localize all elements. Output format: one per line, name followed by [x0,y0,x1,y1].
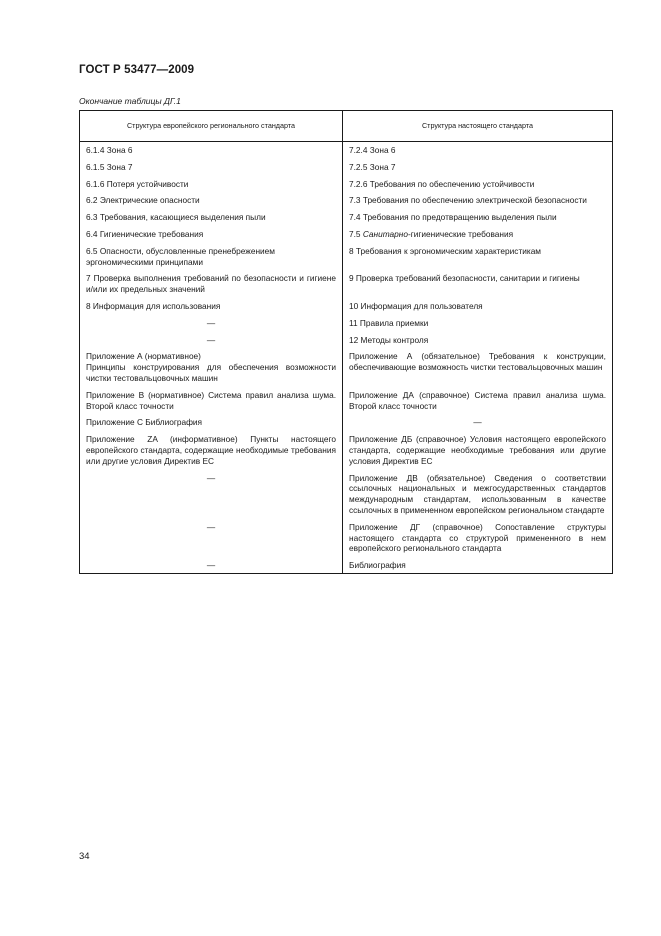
cell-number: 7.5 [349,228,363,239]
comparison-table [79,110,613,574]
table-row [80,557,613,573]
document-title: ГОСТ Р 53477—2009 [79,64,195,76]
table-row [80,387,613,415]
cell-national: — [343,414,613,431]
table-row [80,348,613,386]
page-number: 34 [79,851,90,862]
table-row [80,414,613,431]
table-row [80,519,613,557]
cell-european: 6.1.6 Потеря устойчивости [80,176,343,193]
cell-national: Приложение ДБ (справочное) Условия настоящего европейского стандарта, содержащие необходимые требования или другие условия Директив ЕС [343,431,613,469]
table-row [80,431,613,469]
cell-national: Библиография [343,557,613,573]
table-row [80,142,613,159]
cell-european: Приложение ZA (информативное) Пункты настоящего европейского стандарта, содержащие необходимые требования или другие условия Директив ЕС [80,431,343,469]
cell-national: 7.2.6 Требования по обеспечению устойчивости [343,176,613,193]
cell-national: 7.2.4 Зона 6 [343,142,613,159]
table-row [80,332,613,349]
header-european-standard: Структура европейского регионального стандарта [80,111,343,142]
cell-european [80,348,343,386]
cell-italic-text: Санитарно [362,228,408,239]
cell-national: Приложение ДГ (справочное) Сопоставление структуры настоящего стандарта со структурой примененного в нем европейского регионального стандарта [343,519,613,557]
cell-national: 12 Методы контроля [343,332,613,349]
table-caption: Окончание таблицы ДГ.1 [79,96,181,106]
cell-european: 6.2 Электрические опасности [80,192,343,209]
table-row [80,315,613,332]
cell-european: 7 Проверка выполнения требований по безопасности и гигиене и/или их предельных значений [80,270,343,298]
table-row [80,470,613,519]
annex-description: Принципы конструирования для обеспечения возможности чистки тестовальцовочных машин [86,362,336,383]
table-row [80,176,613,193]
annex-title: Приложение А (нормативное) [86,351,201,362]
cell-national: 10 Информация для пользователя [343,298,613,315]
cell-european: 6.4 Гигиенические требования [80,226,343,243]
header-this-standard: Структура настоящего стандарта [343,111,613,142]
cell-national [343,226,613,243]
cell-national: 11 Правила приемки [343,315,613,332]
table-header-row [80,111,613,142]
cell-national: 7.2.5 Зона 7 [343,159,613,176]
table-row [80,298,613,315]
cell-text: -гигиенические требования [407,228,514,239]
cell-european: — [80,557,343,573]
cell-national: Приложение ДВ (обязательное) Сведения о соответствии ссылочных национальных и межгосударственных стандартов международным стандартам, использованным в качестве ссылочных в примененном европейском региональном стандарте [343,470,613,519]
table-row [80,243,613,271]
table-row [80,159,613,176]
cell-european: — [80,315,343,332]
cell-european: 6.5 Опасности, обусловленные пренебрежением эргономическими принципами [80,243,343,271]
cell-national: 7.4 Требования по предотвращению выделения пыли [343,209,613,226]
table-row [80,226,613,243]
cell-european: Приложение С Библиография [80,414,343,431]
table-row [80,192,613,209]
cell-national: 8 Требования к эргономическим характеристикам [343,243,613,271]
cell-national: Приложение А (обязательное) Требования к конструкции, обеспечивающие возможность чистки тестовальцовочных машин [343,348,613,386]
cell-national: Приложение ДА (справочное) Система правил анализа шума. Второй класс точности [343,387,613,415]
cell-european: Приложение В (нормативное) Система правил анализа шума. Второй класс точности [80,387,343,415]
cell-european: 8 Информация для использования [80,298,343,315]
cell-european: — [80,519,343,557]
cell-national: 9 Проверка требований безопасности, санитарии и гигиены [343,270,613,298]
cell-european: 6.3 Требования, касающиеся выделения пыли [80,209,343,226]
cell-european: 6.1.4 Зона 6 [80,142,343,159]
cell-national: 7.3 Требования по обеспечению электрической безопасности [343,192,613,209]
cell-european: — [80,332,343,349]
cell-european: 6.1.5 Зона 7 [80,159,343,176]
cell-european: — [80,470,343,519]
table-row [80,209,613,226]
table-row [80,270,613,298]
